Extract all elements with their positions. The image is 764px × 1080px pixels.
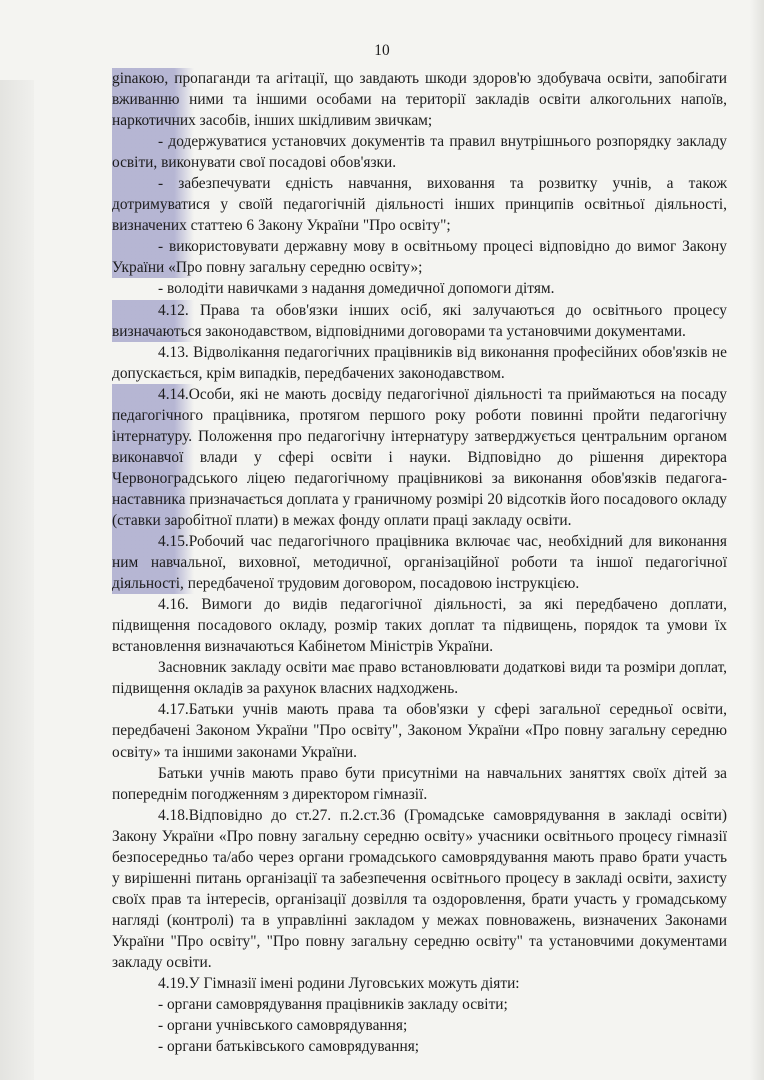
list-item-paragraph: - забезпечувати єдність навчання, виховання та розвитку учнів, а також дотримуватися у своїй педагогічній діяльності інших принципів освітньої діяльності, визначених статтею 6 Закону України "Про освіту"; xyxy=(112,173,727,236)
list-item-paragraph: - органи самоврядування працівників закладу освіти; xyxy=(158,996,508,1014)
paragraph: ginaкою, пропаганди та агітації, що завдають шкоди здоров'ю здобувача освіти, запобігати вживанню ними та іншими особами на території закладів освіти алкогольних напоїв, наркотичних засобів, інших шкідливим звичкам; xyxy=(112,68,727,131)
list-item-paragraph: - володіти навичками з надання домедичної допомоги дітям. xyxy=(158,280,555,298)
page-number: 10 xyxy=(374,42,390,59)
clause-4-19: 4.19.У Гімназії імені родини Луговських можуть діяти: xyxy=(158,975,520,993)
scan-shadow-left xyxy=(0,80,34,1080)
clause-4-16: 4.16. Вимоги до видів педагогічної діяльності, за які передбачено доплати, підвищення посадового окладу, розмір таких доплат та підвищень, порядок та умови їх встановлення визначаються Кабінетом Міністрів України. xyxy=(112,596,727,656)
list-item-paragraph: - органи батьківського самоврядування; xyxy=(158,1038,420,1056)
document-body xyxy=(112,68,727,1057)
list-item-paragraph: - використовувати державну мову в освітньому процесі відповідно до вимог Закону України «Про повну загальну середню освіту»; xyxy=(112,236,727,278)
clause-4-15: 4.15.Робочий час педагогічного працівника включає час, необхідний для виконання ним навчальної, виховної, методичної, організаційної роботи та іншої педагогічної діяльності, передбаченої трудовим договором, посадовою інструкцією. xyxy=(112,531,727,594)
clause-4-18: 4.18.Відповідно до ст.27. п.2.ст.36 (Громадське самоврядування в закладі освіти) Закону України «Про повну загальну середню освіту» учасники освітнього процесу гімназії безпосередньо та/або через органи громадського самоврядування мають право брати участь у вирішенні питань організації та забезпечення освітнього процесу в закладі освіти, захисту своїх прав та інтересів, організації дозвілля та оздоровлення, брати участь у громадському нагляді (контролі) та в управлінні закладом у межах повноважень, визначених Законами України "Про освіту", "Про повну загальну середню освіту" та установчими документами закладу освіти. xyxy=(112,806,727,971)
paragraph: Батьки учнів мають право бути присутніми на навчальних заняттях своїх дітей за попереднім погодженням з директором гімназії. xyxy=(112,764,727,803)
clause-4-14: 4.14.Особи, які не мають досвіду педагогічної діяльності та приймаються на посаду педагогічного працівника, протягом першого року роботи повинні пройти педагогічну інтернатуру. Положення про педагогічну інтернатуру затверджується центральним органом виконавчої влади у сфері освіти і науки. Відповідно до рішення директора Червоноградського ліцею педагогічному працівникові за виконання обов'язків педагога-наставника призначається доплата у граничному розмірі 20 відсотків його посадового окладу (ставки заробітної плати) в межах фонду оплати праці закладу освіти. xyxy=(112,384,727,531)
scan-shadow-right xyxy=(750,0,764,1080)
clause-4-13: 4.13. Відволікання педагогічних працівників від виконання професійних обов'язків не допускається, крім випадків, передбачених законодавством. xyxy=(112,343,727,382)
clause-4-17: 4.17.Батьки учнів мають права та обов'язки у сфері загальної середньої освіти, передбачені Законом України "Про освіту", Законом України «Про повну загальну середню освіту» та іншими законами України. xyxy=(112,701,727,761)
paragraph: Засновник закладу освіти має право встановлювати додаткові види та розміри доплат, підвищення окладів за рахунок власних надходжень. xyxy=(112,659,727,698)
clause-4-12: 4.12. Права та обов'язки інших осіб, які залучаються до освітнього процесу визначаються законодавством, відповідними договорами та установчими документами. xyxy=(112,300,727,342)
list-item-paragraph: - органи учнівського самоврядування; xyxy=(158,1017,408,1035)
list-item-paragraph: - додержуватися установчих документів та правил внутрішнього розпорядку закладу освіти, виконувати свої посадові обов'язки. xyxy=(112,131,727,173)
